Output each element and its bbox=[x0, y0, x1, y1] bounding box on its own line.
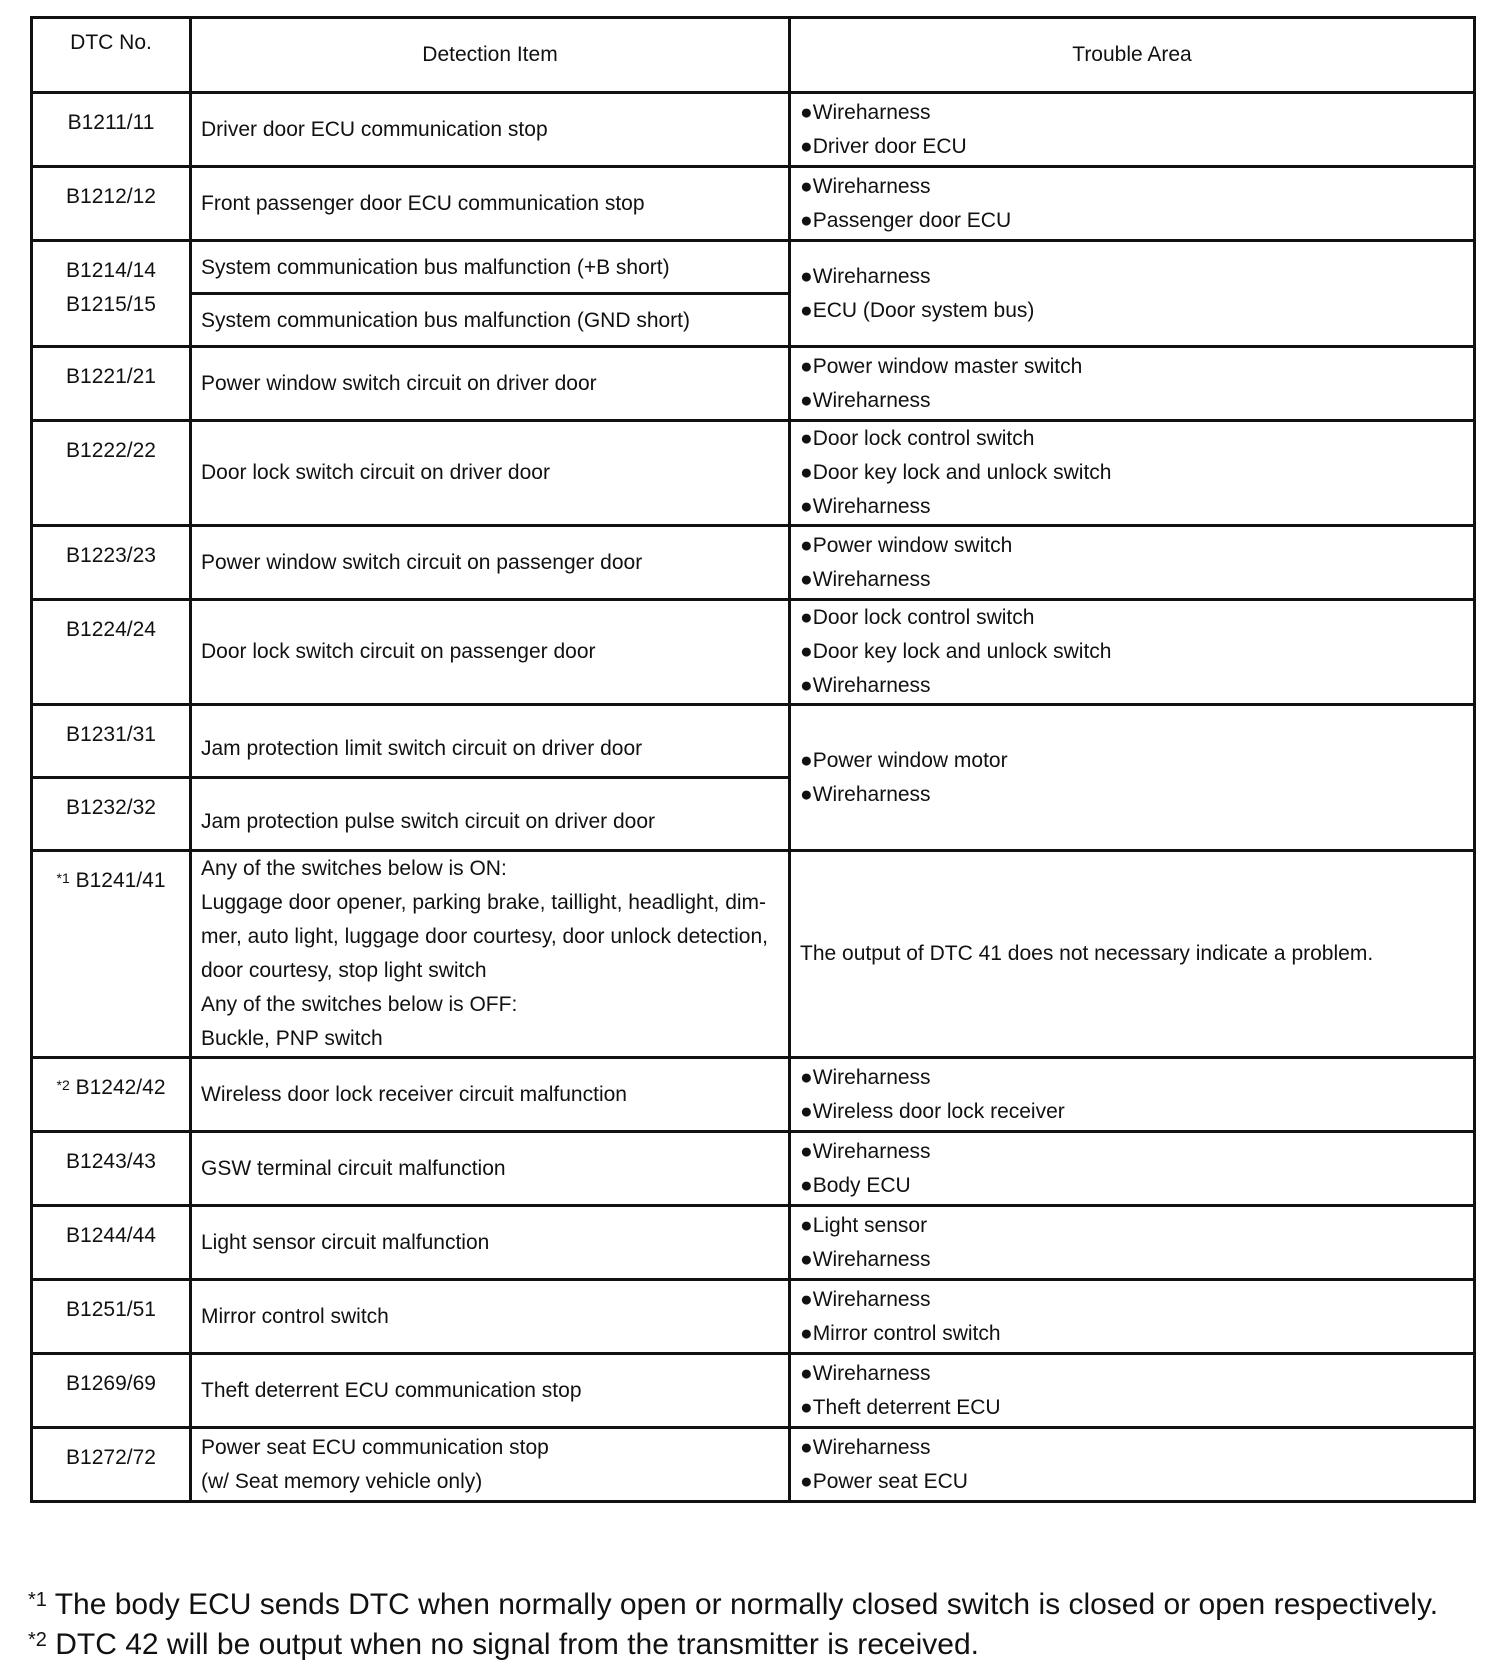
bullet-icon: ● bbox=[800, 1395, 813, 1419]
trouble-area-text: Wireharness bbox=[812, 1065, 931, 1089]
bullet-icon: ● bbox=[800, 264, 813, 288]
detection-line: Any of the switches below is OFF: bbox=[201, 993, 518, 1016]
trouble-area-text: Wireharness bbox=[812, 1287, 931, 1311]
bullet-icon: ● bbox=[800, 1139, 813, 1163]
dtc-code bbox=[32, 1206, 191, 1280]
dtc-code bbox=[32, 600, 191, 705]
footnote-mark: *2 bbox=[28, 1629, 47, 1651]
trouble-area bbox=[790, 1280, 1475, 1354]
header-trouble-area: Trouble Area bbox=[790, 18, 1475, 93]
trouble-area-text: Wireharness bbox=[812, 495, 931, 518]
trouble-area bbox=[790, 1206, 1475, 1280]
trouble-area-item bbox=[800, 1169, 1473, 1203]
detection-item bbox=[191, 93, 790, 167]
detection-line: GSW terminal circuit malfunction bbox=[201, 1156, 506, 1180]
dtc-code bbox=[32, 347, 191, 421]
dtc-code bbox=[32, 93, 191, 167]
trouble-area-item bbox=[800, 1431, 1473, 1465]
trouble-area bbox=[790, 526, 1475, 600]
trouble-area-text: Wireharness bbox=[812, 567, 931, 591]
trouble-area-item bbox=[800, 294, 1473, 328]
detection-line: Front passenger door ECU communication stop bbox=[201, 191, 645, 215]
table-row bbox=[32, 1280, 1475, 1354]
header-dtc-no: DTC No. bbox=[32, 18, 191, 93]
table-body bbox=[32, 93, 1475, 1502]
dtc-table bbox=[30, 16, 1476, 1503]
trouble-area-text: Wireharness bbox=[812, 1435, 931, 1459]
table-row bbox=[32, 600, 1475, 705]
trouble-area-item bbox=[800, 1357, 1473, 1391]
trouble-area-item bbox=[800, 96, 1473, 130]
dtc-code bbox=[32, 1132, 191, 1206]
trouble-area bbox=[790, 1132, 1475, 1206]
trouble-area-text: Driver door ECU bbox=[812, 134, 967, 158]
trouble-area-text: Wireharness bbox=[812, 1247, 931, 1271]
detection-line: Driver door ECU communication stop bbox=[201, 117, 548, 141]
trouble-area-text: Door key lock and unlock switch bbox=[812, 461, 1112, 484]
detection-line: Wireless door lock receiver circuit malfunction bbox=[201, 1082, 627, 1106]
bullet-icon: ● bbox=[800, 461, 813, 484]
trouble-area-item bbox=[800, 1465, 1473, 1499]
trouble-area-item bbox=[800, 490, 1473, 524]
trouble-area-text: Door key lock and unlock switch bbox=[812, 640, 1112, 663]
table-row bbox=[32, 167, 1475, 241]
trouble-area-text: Wireharness bbox=[812, 264, 931, 288]
trouble-area-text: Wireharness bbox=[812, 1139, 931, 1163]
bullet-icon: ● bbox=[800, 640, 813, 663]
trouble-area bbox=[790, 93, 1475, 167]
detection-line: (w/ Seat memory vehicle only) bbox=[201, 1469, 483, 1493]
bullet-icon: ● bbox=[800, 1099, 813, 1123]
dtc-code-line: B1224/24 bbox=[66, 618, 156, 641]
trouble-area-item bbox=[800, 1095, 1473, 1129]
dtc-code-line: B1222/22 bbox=[66, 439, 156, 462]
trouble-area-item bbox=[800, 1061, 1473, 1095]
trouble-area-text: Power window master switch bbox=[812, 354, 1083, 378]
trouble-area-text: Passenger door ECU bbox=[812, 208, 1012, 232]
trouble-area bbox=[790, 241, 1475, 347]
detection-line: Power window switch circuit on driver door bbox=[201, 371, 597, 395]
footnote-mark: *1 bbox=[28, 1589, 47, 1611]
table-row bbox=[32, 1206, 1475, 1280]
trouble-area-item bbox=[800, 260, 1473, 294]
trouble-area-item bbox=[800, 1135, 1473, 1169]
detection-line: Light sensor circuit malfunction bbox=[201, 1230, 490, 1254]
detection-item bbox=[191, 1206, 790, 1280]
bullet-icon: ● bbox=[800, 674, 813, 697]
bullet-icon: ● bbox=[800, 354, 813, 378]
detection-line: Door lock switch circuit on passenger door bbox=[201, 640, 596, 663]
trouble-area bbox=[790, 167, 1475, 241]
header-detection-item: Detection Item bbox=[191, 18, 790, 93]
note-mark: *1 bbox=[56, 870, 70, 886]
bullet-icon: ● bbox=[800, 427, 813, 450]
trouble-area-text: Wireless door lock receiver bbox=[812, 1099, 1065, 1123]
trouble-area-text: Door lock control switch bbox=[812, 427, 1035, 450]
bullet-icon: ● bbox=[800, 782, 813, 806]
trouble-area-item bbox=[800, 635, 1473, 669]
note-mark: *2 bbox=[56, 1077, 70, 1093]
detection-item bbox=[191, 1428, 790, 1502]
bullet-icon: ● bbox=[800, 208, 813, 232]
trouble-area-item bbox=[800, 422, 1473, 456]
trouble-area-text: Wireharness bbox=[812, 388, 931, 412]
table-row bbox=[32, 421, 1475, 526]
trouble-area bbox=[790, 1428, 1475, 1502]
footnote-text: DTC 42 will be output when no signal from the transmitter is received. bbox=[46, 1628, 979, 1661]
trouble-area-item bbox=[800, 384, 1473, 418]
bullet-icon: ● bbox=[800, 567, 813, 591]
trouble-area-text: Light sensor bbox=[812, 1213, 928, 1237]
bullet-icon: ● bbox=[800, 1469, 813, 1493]
table-row bbox=[32, 93, 1475, 167]
trouble-area-text: Wireharness bbox=[812, 782, 931, 806]
dtc-code bbox=[32, 705, 191, 778]
trouble-area-item bbox=[800, 204, 1473, 238]
trouble-area-text: Power window switch bbox=[812, 533, 1013, 557]
trouble-area-item bbox=[800, 529, 1473, 563]
detection-item: Jam protection limit switch circuit on driver door bbox=[191, 705, 790, 778]
trouble-area-item bbox=[800, 456, 1473, 490]
detection-line: Power window switch circuit on passenger door bbox=[201, 550, 643, 574]
bullet-icon: ● bbox=[800, 134, 813, 158]
trouble-area-text: Body ECU bbox=[812, 1173, 911, 1197]
bullet-icon: ● bbox=[800, 1435, 813, 1459]
trouble-area-item bbox=[800, 563, 1473, 597]
bullet-icon: ● bbox=[800, 1321, 813, 1345]
table-header-row bbox=[32, 18, 1475, 93]
detection-line: Buckle, PNP switch bbox=[201, 1027, 383, 1050]
trouble-area-text: Wireharness bbox=[812, 674, 931, 697]
bullet-icon: ● bbox=[800, 100, 813, 124]
trouble-area-text: Theft deterrent ECU bbox=[812, 1395, 1001, 1419]
table-row bbox=[32, 1354, 1475, 1428]
table-row bbox=[32, 526, 1475, 600]
trouble-area-item bbox=[800, 669, 1473, 703]
detection-line: Any of the switches below is ON: bbox=[201, 857, 507, 880]
detection-line: Luggage door opener, parking brake, taillight, headlight, dim- bbox=[201, 891, 767, 914]
detection-item bbox=[191, 600, 790, 705]
table-row bbox=[32, 1428, 1475, 1502]
table-row bbox=[32, 347, 1475, 421]
detection-item bbox=[191, 167, 790, 241]
dtc-code bbox=[32, 778, 191, 851]
dtc-code-line: B1214/14 bbox=[66, 259, 156, 282]
dtc-code bbox=[32, 421, 191, 526]
dtc-code-line: B1232/32 bbox=[66, 796, 156, 819]
trouble-area-item bbox=[800, 170, 1473, 204]
trouble-area bbox=[790, 347, 1475, 421]
dtc-code bbox=[32, 167, 191, 241]
dtc-code-line: B1269/69 bbox=[66, 1372, 156, 1395]
trouble-area-item bbox=[800, 744, 1473, 778]
trouble-area-text: ECU (Door system bus) bbox=[812, 298, 1035, 322]
dtc-code-line: B1215/15 bbox=[66, 293, 156, 316]
bullet-icon: ● bbox=[800, 495, 813, 518]
footnote-text: The body ECU sends DTC when normally open or normally closed switch is closed or open respectively. bbox=[46, 1588, 1439, 1621]
detection-item: System communication bus malfunction (+B short) bbox=[191, 241, 790, 294]
dtc-code-line: B1244/44 bbox=[66, 1224, 156, 1247]
trouble-area-text: Wireharness bbox=[812, 1361, 931, 1385]
trouble-area-item bbox=[800, 1317, 1473, 1351]
trouble-area-item bbox=[800, 778, 1473, 812]
bullet-icon: ● bbox=[800, 1065, 813, 1089]
bullet-icon: ● bbox=[800, 1287, 813, 1311]
dtc-code bbox=[32, 1058, 191, 1132]
trouble-area bbox=[790, 421, 1475, 526]
table-row bbox=[32, 1132, 1475, 1206]
dtc-code-line: B1243/43 bbox=[66, 1150, 156, 1173]
detection-item bbox=[191, 1132, 790, 1206]
dtc-code-line: B1212/12 bbox=[66, 185, 156, 208]
detection-item: Jam protection pulse switch circuit on driver door bbox=[191, 778, 790, 851]
dtc-code bbox=[32, 1428, 191, 1502]
trouble-area bbox=[790, 1354, 1475, 1428]
dtc-code bbox=[32, 526, 191, 600]
table-row bbox=[32, 1058, 1475, 1132]
bullet-icon: ● bbox=[800, 174, 813, 198]
detection-item: System communication bus malfunction (GND short) bbox=[191, 294, 790, 347]
trouble-area-item bbox=[800, 1209, 1473, 1243]
dtc-code bbox=[32, 1354, 191, 1428]
dtc-code-line: B1272/72 bbox=[66, 1446, 156, 1469]
trouble-area-text: Power seat ECU bbox=[812, 1469, 968, 1493]
trouble-area bbox=[790, 1058, 1475, 1132]
trouble-area-item bbox=[800, 1391, 1473, 1425]
detection-line: Mirror control switch bbox=[201, 1304, 389, 1328]
bullet-icon: ● bbox=[800, 388, 813, 412]
dtc-code-text: B1241/41 bbox=[75, 869, 166, 892]
dtc-code-text: B1242/42 bbox=[75, 1076, 166, 1099]
detection-item bbox=[191, 526, 790, 600]
detection-item bbox=[191, 1280, 790, 1354]
bullet-icon: ● bbox=[800, 1213, 813, 1237]
footnotes bbox=[28, 1585, 1498, 1665]
detection-item bbox=[191, 851, 790, 1058]
table-row bbox=[32, 851, 1475, 1058]
dtc-code-line: B1223/23 bbox=[66, 544, 156, 567]
table-row bbox=[32, 705, 1475, 778]
detection-item bbox=[191, 421, 790, 526]
trouble-area: The output of DTC 41 does not necessary indicate a problem. bbox=[790, 851, 1475, 1058]
dtc-code-line: B1251/51 bbox=[66, 1298, 156, 1321]
detection-item bbox=[191, 1354, 790, 1428]
detection-line: Power seat ECU communication stop bbox=[201, 1435, 549, 1459]
detection-item bbox=[191, 347, 790, 421]
bullet-icon: ● bbox=[800, 1247, 813, 1271]
trouble-area-text: Door lock control switch bbox=[812, 606, 1035, 629]
dtc-code bbox=[32, 241, 191, 347]
trouble-area bbox=[790, 705, 1475, 851]
bullet-icon: ● bbox=[800, 298, 813, 322]
trouble-area-text: Power window motor bbox=[812, 748, 1008, 772]
dtc-code bbox=[32, 851, 191, 1058]
trouble-area-item bbox=[800, 601, 1473, 635]
table-row bbox=[32, 241, 1475, 294]
detection-line: Theft deterrent ECU communication stop bbox=[201, 1378, 582, 1402]
trouble-area-text: Wireharness bbox=[812, 100, 931, 124]
bullet-icon: ● bbox=[800, 606, 813, 629]
dtc-code-line: B1221/21 bbox=[66, 365, 156, 388]
detection-line: door courtesy, stop light switch bbox=[201, 959, 487, 982]
detection-line: mer, auto light, luggage door courtesy, door unlock detection, bbox=[201, 925, 768, 948]
bullet-icon: ● bbox=[800, 748, 813, 772]
footnote-1 bbox=[28, 1585, 1498, 1625]
dtc-code bbox=[32, 1280, 191, 1354]
trouble-area-item bbox=[800, 1243, 1473, 1277]
trouble-area bbox=[790, 600, 1475, 705]
trouble-area-item bbox=[800, 130, 1473, 164]
detection-line: Door lock switch circuit on driver door bbox=[201, 461, 550, 484]
bullet-icon: ● bbox=[800, 1173, 813, 1197]
dtc-code-line: B1231/31 bbox=[66, 723, 156, 746]
bullet-icon: ● bbox=[800, 1361, 813, 1385]
trouble-area-text: Mirror control switch bbox=[812, 1321, 1001, 1345]
detection-item bbox=[191, 1058, 790, 1132]
footnote-2 bbox=[28, 1625, 1498, 1665]
bullet-icon: ● bbox=[800, 533, 813, 557]
trouble-area-text: Wireharness bbox=[812, 174, 931, 198]
trouble-area-item bbox=[800, 350, 1473, 384]
trouble-area-item bbox=[800, 1283, 1473, 1317]
dtc-code-line: B1211/11 bbox=[67, 111, 155, 134]
